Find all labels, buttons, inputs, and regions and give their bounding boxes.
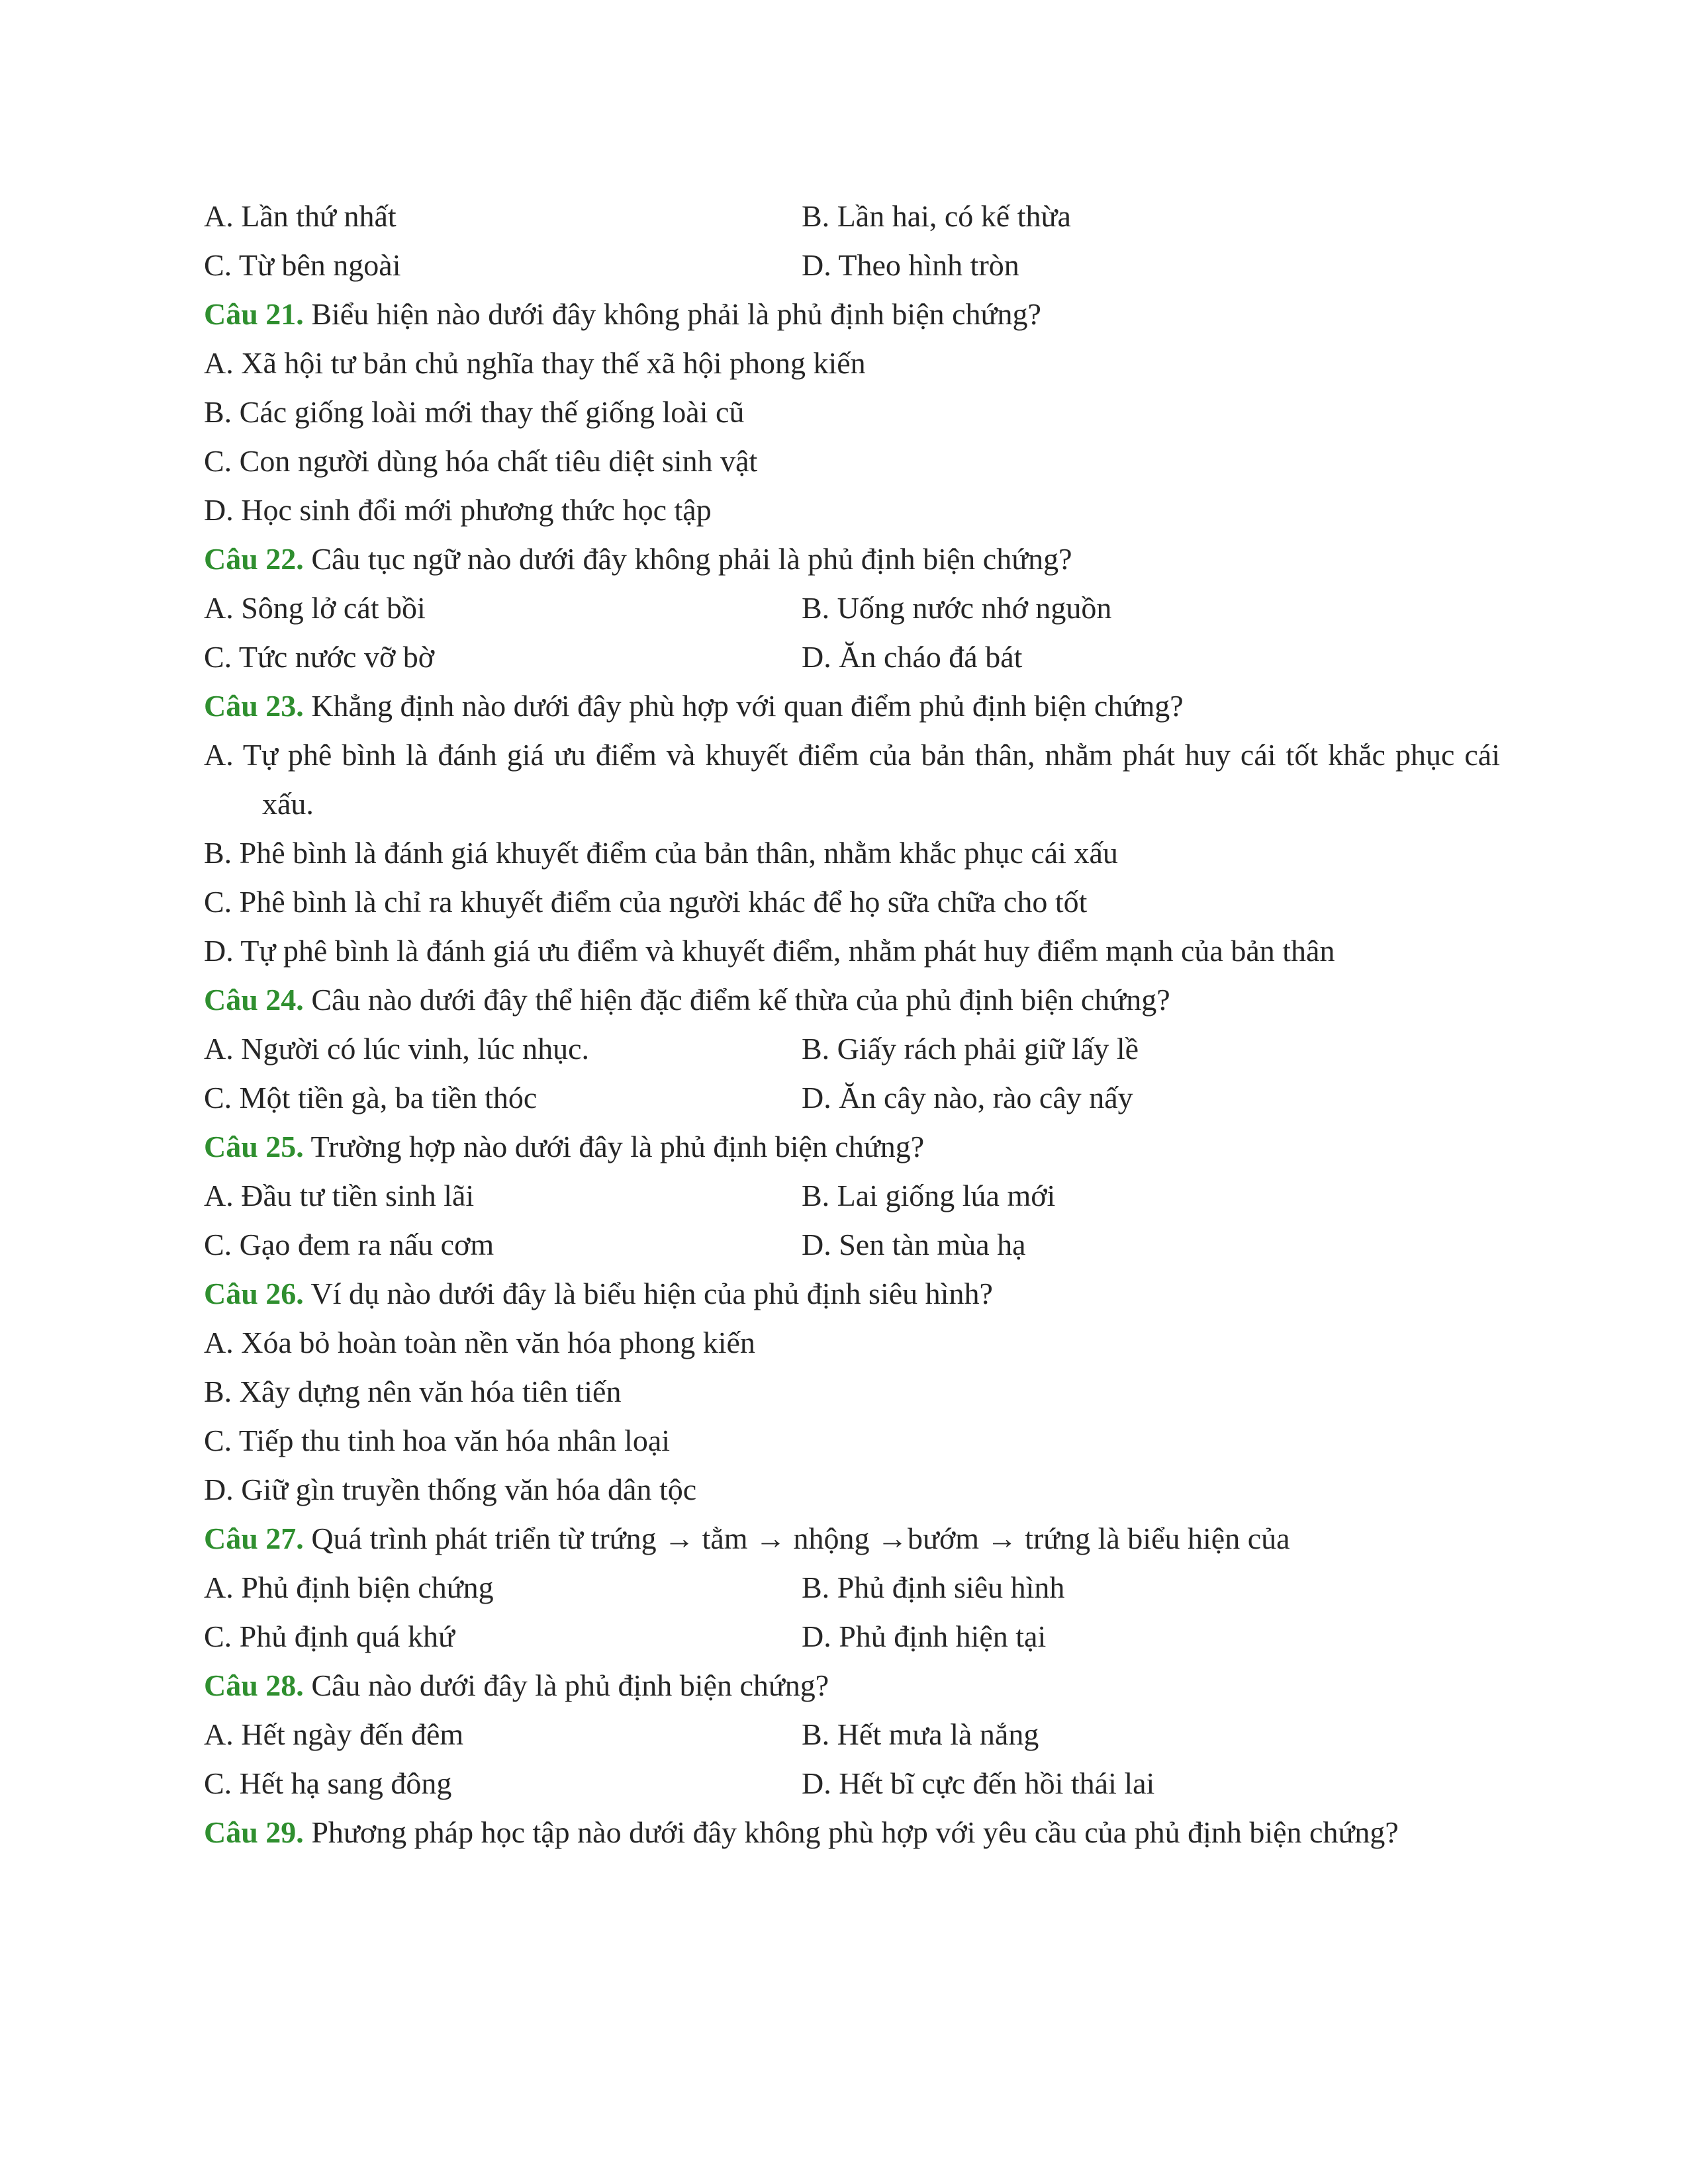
- answer-option: C. Con người dùng hóa chất tiêu diệt sinh vật: [204, 444, 758, 478]
- answer-row: [204, 1024, 1500, 1073]
- quiz-content: [204, 192, 1500, 1857]
- answer-option: D. Theo hình tròn: [802, 248, 1019, 282]
- answer-row: [204, 241, 1500, 290]
- answer-row: [204, 1759, 1500, 1808]
- answer-row: [204, 192, 1500, 241]
- answer-option: B. Hết mưa là nắng: [802, 1717, 1039, 1751]
- question-number-label: Câu 25.: [204, 1130, 304, 1163]
- question-number-label: Câu 26.: [204, 1277, 304, 1310]
- question-text: Quá trình phát triển từ trứng → tằm → nhộng →bướm → trứng là biểu hiện của: [311, 1522, 1290, 1555]
- question-number-label: Câu 28.: [204, 1668, 304, 1702]
- question-number-label: Câu 27.: [204, 1522, 304, 1555]
- answer-option: D. Hết bĩ cực đến hồi thái lai: [802, 1766, 1155, 1800]
- answer-option: B. Giấy rách phải giữ lấy lề: [802, 1032, 1139, 1066]
- question-row: [204, 1661, 1500, 1710]
- question-text: Câu nào dưới đây là phủ định biện chứng?: [311, 1668, 829, 1702]
- question-row: [204, 290, 1500, 339]
- answer-option: B. Phê bình là đánh giá khuyết điểm của bản thân, nhằm khắc phục cái xấu: [204, 836, 1118, 870]
- answer-option: C. Hết hạ sang đông: [204, 1766, 452, 1800]
- answer-option: C. Từ bên ngoài: [204, 248, 401, 282]
- answer-option: D. Sen tàn mùa hạ: [802, 1228, 1026, 1261]
- answer-row: [204, 1563, 1500, 1612]
- answer-option: A. Lần thứ nhất: [204, 199, 397, 233]
- answer-row: [204, 584, 1500, 633]
- answer-row: [204, 1612, 1500, 1661]
- question-row: [204, 1514, 1500, 1563]
- question-text: Phương pháp học tập nào dưới đây không phù hợp với yêu cầu của phủ định biện chứng?: [311, 1815, 1399, 1849]
- answer-row: [204, 1710, 1500, 1759]
- answer-option: C. Gạo đem ra nấu cơm: [204, 1228, 494, 1261]
- answer-option: D. Tự phê bình là đánh giá ưu điểm và khuyết điểm, nhằm phát huy điểm mạnh của bản thân: [204, 934, 1335, 968]
- answer-option: C. Phê bình là chỉ ra khuyết điểm của người khác để họ sữa chữa cho tốt: [204, 885, 1088, 919]
- answer-option: B. Phủ định siêu hình: [802, 1570, 1065, 1604]
- question-text: Biểu hiện nào dưới đây không phải là phủ định biện chứng?: [311, 297, 1041, 331]
- answer-option: A. Sông lở cát bồi: [204, 591, 426, 625]
- question-row: [204, 1122, 1500, 1171]
- answer-row: [204, 1171, 1500, 1220]
- answer-option: A. Đầu tư tiền sinh lãi: [204, 1179, 475, 1212]
- question-row: [204, 535, 1500, 584]
- question-text: Câu tục ngữ nào dưới đây không phải là phủ định biện chứng?: [311, 542, 1072, 576]
- answer-option: A. Hết ngày đến đêm: [204, 1717, 464, 1751]
- answer-option: D. Giữ gìn truyền thống văn hóa dân tộc: [204, 1473, 697, 1506]
- answer-option: C. Phủ định quá khứ: [204, 1619, 455, 1653]
- answer-option: B. Uống nước nhớ nguồn: [802, 591, 1112, 625]
- answer-option: B. Xây dựng nên văn hóa tiên tiến: [204, 1375, 622, 1408]
- question-row: [204, 976, 1500, 1024]
- answer-option: A. Phủ định biện chứng: [204, 1570, 494, 1604]
- answer-option: B. Lần hai, có kế thừa: [802, 199, 1071, 233]
- answer-option: D. Ăn cây nào, rào cây nấy: [802, 1081, 1133, 1115]
- question-number-label: Câu 29.: [204, 1815, 304, 1849]
- answer-option: A. Tự phê bình là đánh giá ưu điểm và khuyết điểm của bản thân, nhằm phát huy cái tốt khắc phục cái xấu.: [204, 738, 1500, 821]
- answer-option: C. Một tiền gà, ba tiền thóc: [204, 1081, 538, 1115]
- question-row: [204, 1269, 1500, 1318]
- question-number-label: Câu 24.: [204, 983, 304, 1017]
- answer-option: D. Ăn cháo đá bát: [802, 640, 1023, 674]
- answer-option: D. Học sinh đổi mới phương thức học tập: [204, 493, 712, 527]
- answer-option: A. Người có lúc vinh, lúc nhục.: [204, 1032, 589, 1066]
- question-row: [204, 682, 1500, 731]
- answer-option: B. Các giống loài mới thay thế giống loài cũ: [204, 395, 745, 429]
- question-text: Khẳng định nào dưới đây phù hợp với quan điểm phủ định biện chứng?: [311, 689, 1184, 723]
- answer-row: [204, 1073, 1500, 1122]
- question-number-label: Câu 23.: [204, 689, 304, 723]
- answer-option: C. Tiếp thu tinh hoa văn hóa nhân loại: [204, 1424, 671, 1457]
- answer-option: A. Xóa bỏ hoàn toàn nền văn hóa phong kiến: [204, 1326, 755, 1359]
- answer-row: [204, 1220, 1500, 1269]
- question-number-label: Câu 21.: [204, 297, 304, 331]
- answer-option: D. Phủ định hiện tại: [802, 1619, 1047, 1653]
- question-text: Câu nào dưới đây thể hiện đặc điểm kế thừa của phủ định biện chứng?: [311, 983, 1170, 1017]
- question-text: Ví dụ nào dưới đây là biểu hiện của phủ định siêu hình?: [310, 1277, 993, 1310]
- question-number-label: Câu 22.: [204, 542, 304, 576]
- question-row: [204, 1808, 1500, 1857]
- answer-option: A. Xã hội tư bản chủ nghĩa thay thế xã hội phong kiến: [204, 346, 866, 380]
- answer-option: C. Tức nước vỡ bờ: [204, 640, 435, 674]
- question-text: Trường hợp nào dưới đây là phủ định biện chứng?: [310, 1130, 925, 1163]
- answer-option: B. Lai giống lúa mới: [802, 1179, 1056, 1212]
- answer-row: [204, 633, 1500, 682]
